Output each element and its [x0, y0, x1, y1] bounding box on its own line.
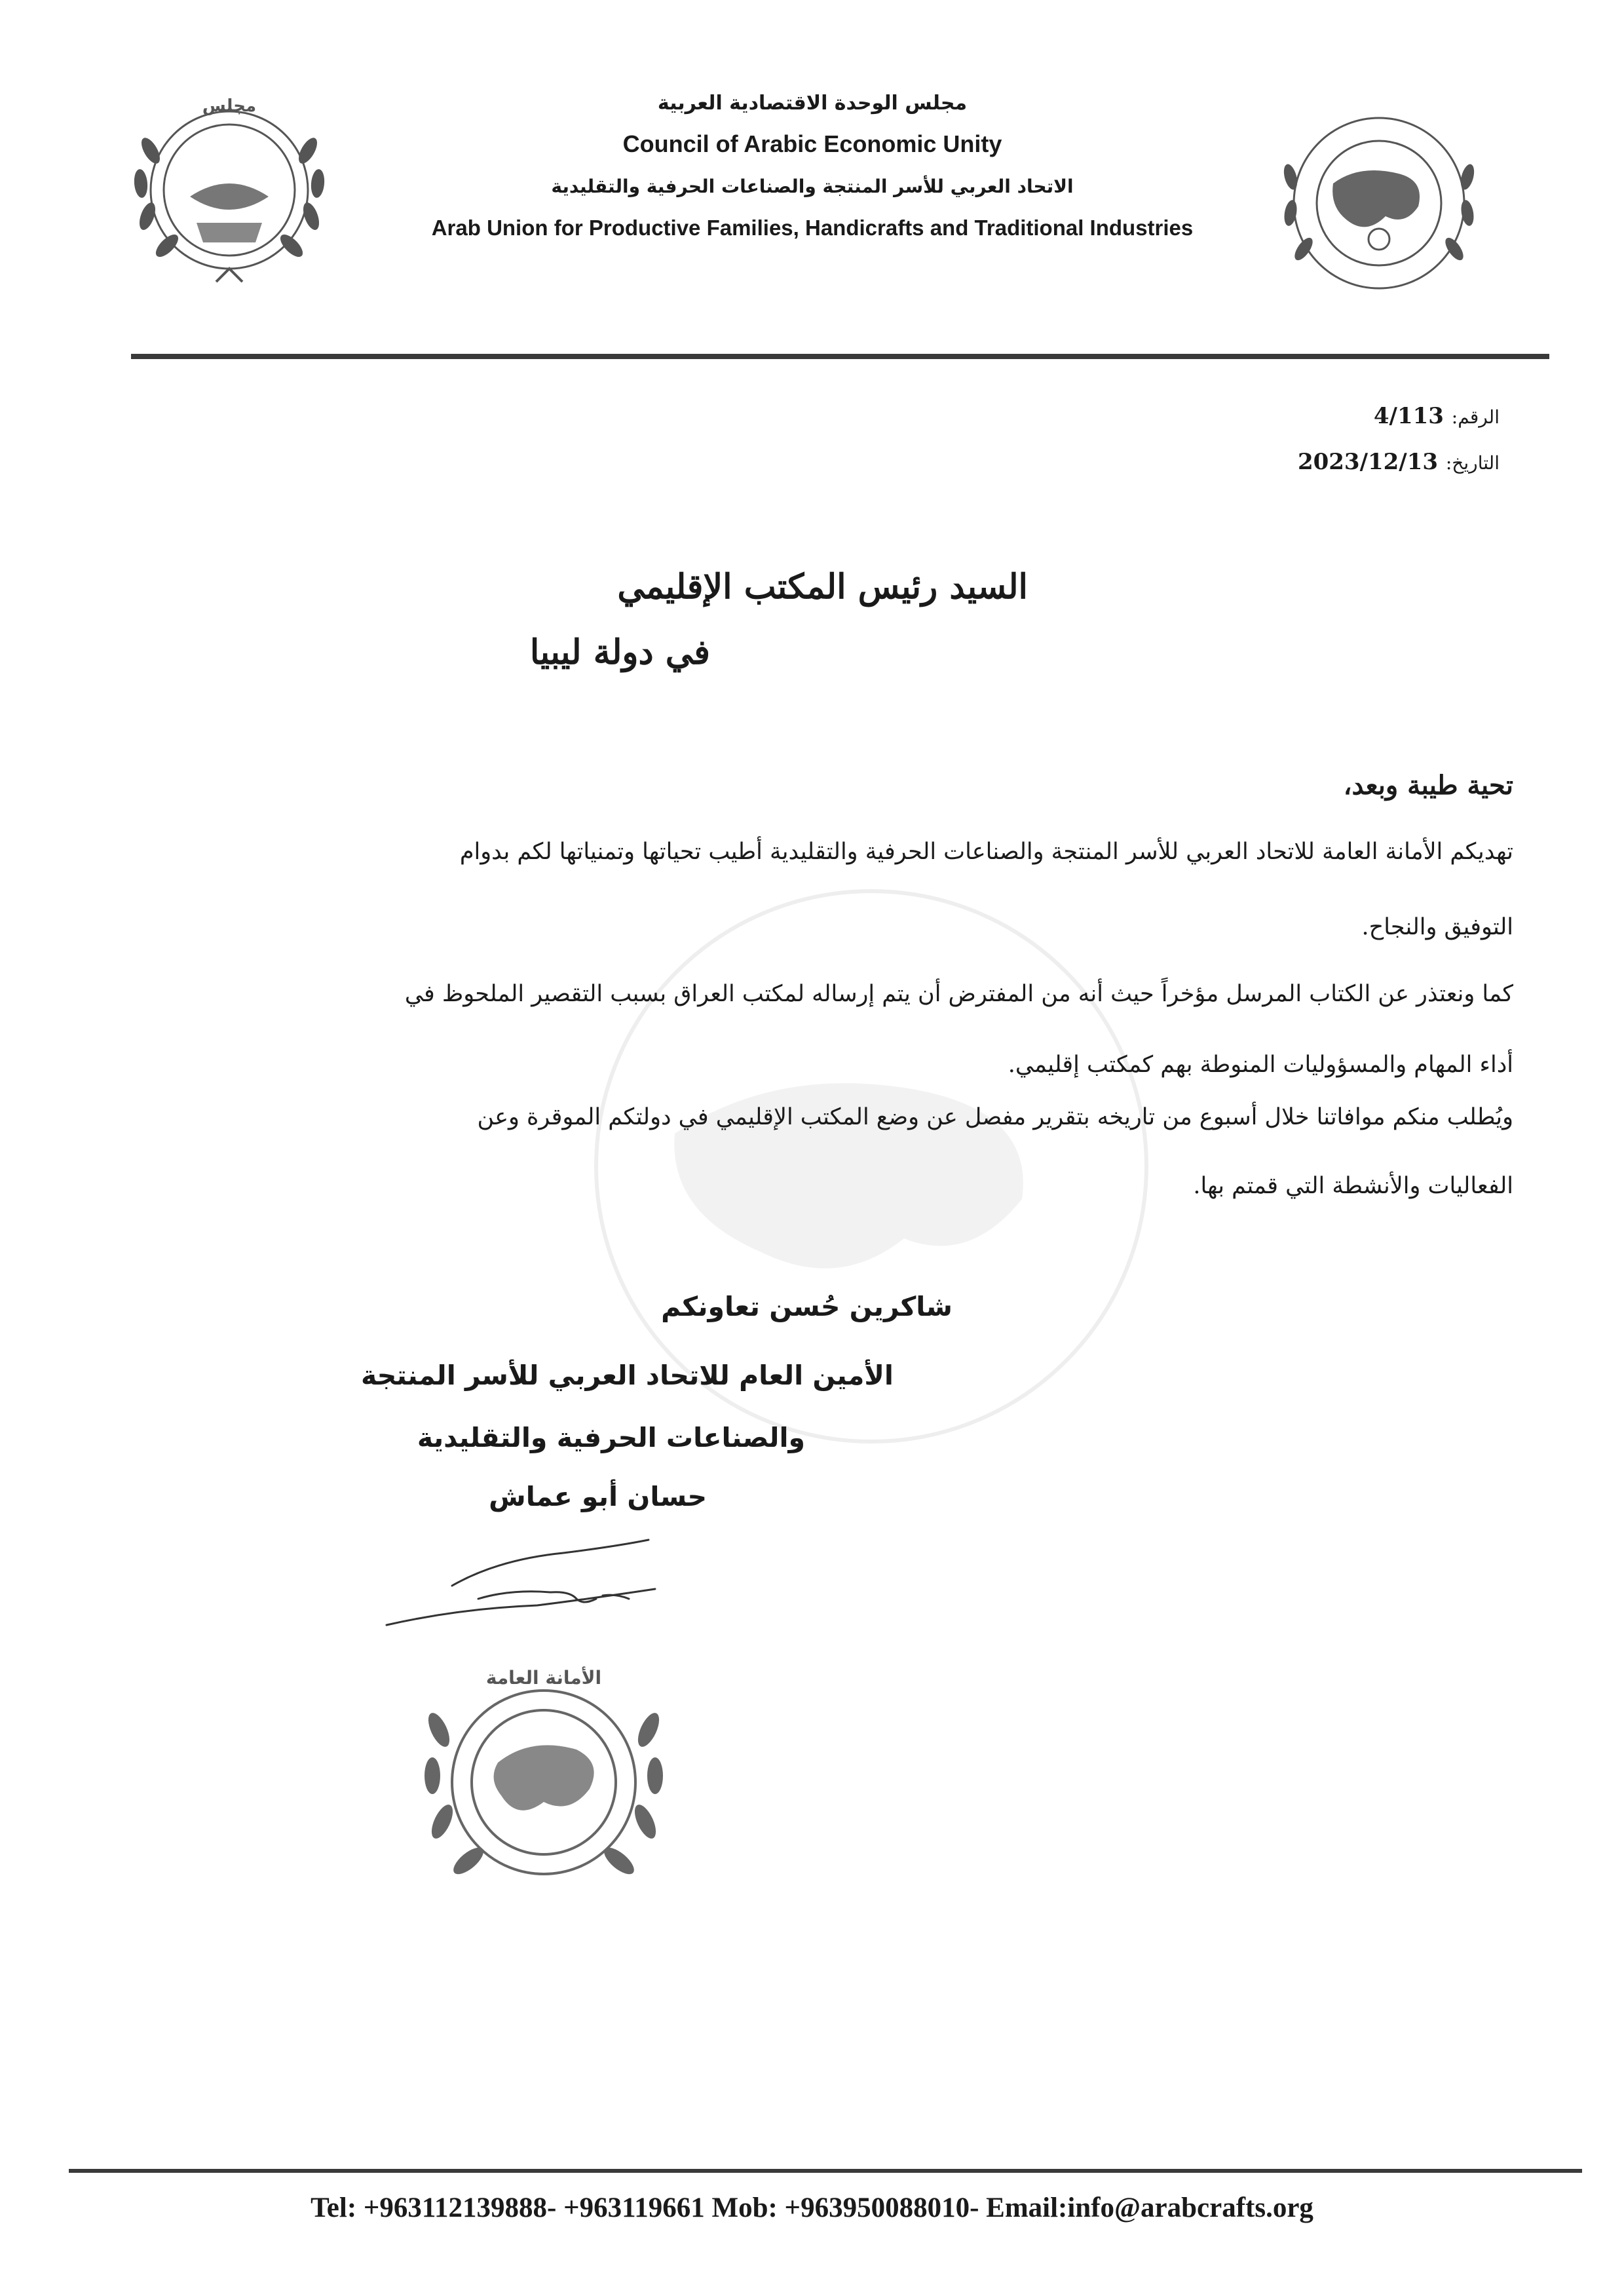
- reference-date: [1298, 449, 1500, 475]
- greeting: تحية طيبة وبعد،: [1343, 770, 1513, 801]
- union-logo-right: [1261, 85, 1497, 321]
- reference-number-label: الرقم:: [1451, 406, 1500, 428]
- closing-thanks: شاكرين حُسن تعاونكم: [661, 1291, 953, 1322]
- official-stamp: [387, 1625, 701, 1940]
- addressee-country: في دولة ليبيا: [529, 632, 710, 672]
- reference-number-value: 4/113: [1373, 403, 1444, 429]
- letter-body: [236, 770, 1513, 1229]
- header-divider: [131, 354, 1549, 359]
- footer-divider: [69, 2169, 1582, 2173]
- union-name-arabic: الاتحاد العربي للأسر المنتجة والصناعات الحرفية والتقليدية: [551, 176, 1074, 197]
- reference-number: [1374, 403, 1500, 429]
- svg-text:مجلس: مجلس: [202, 96, 257, 116]
- footer-contact: Tel: +963112139888- +963119661 Mob: +963950088010- Email:info@arabcrafts.org: [311, 2192, 1313, 2223]
- signatory-title-line-1: الأمين العام للاتحاد العربي للأسر المنتجة: [360, 1360, 894, 1391]
- reference-date-value: 2023/12/13: [1297, 449, 1439, 475]
- stamp-top-text: الأمانة العامة: [485, 1667, 602, 1689]
- union-name-english: Arab Union for Productive Families, Handicrafts and Traditional Industries: [431, 216, 1194, 240]
- paragraph-3-line-2: الفعاليات والأنشطة التي قمتم بها.: [1193, 1173, 1513, 1199]
- council-name-arabic: مجلس الوحدة الاقتصادية العربية: [657, 92, 968, 115]
- addressee-title: السيد رئيس المكتب الإقليمي: [617, 567, 1028, 607]
- handwritten-signature: [380, 1533, 721, 1638]
- paragraph-1-line-2: التوفيق والنجاح.: [1361, 914, 1513, 940]
- signatory-name: حسان أبو عماش: [489, 1481, 707, 1512]
- reference-date-label: التاريخ:: [1445, 452, 1500, 474]
- council-logo-left: [111, 72, 347, 308]
- letterhead: [367, 85, 1258, 249]
- signatory-title-line-2: والصناعات الحرفية والتقليدية: [417, 1422, 805, 1453]
- paragraph-2-line-1: كما ونعتذر عن الكتاب المرسل مؤخراً حيث أنه من المفترض أن يتم إرساله لمكتب العراق بسبب التقصير الملحوظ في: [404, 981, 1513, 1007]
- council-name-english: Council of Arabic Economic Unity: [622, 130, 1002, 157]
- paragraph-2-line-2: أداء المهام والمسؤوليات المنوطة بهم كمكتب إقليمي.: [1008, 1052, 1513, 1078]
- paragraph-3-line-1: ويُطلب منكم موافاتنا خلال أسبوع من تاريخه بتقرير مفصل عن وضع المكتب الإقليمي في دولتكم الموقرة وعن: [477, 1104, 1513, 1130]
- paragraph-1-line-1: تهديكم الأمانة العامة للاتحاد العربي للأسر المنتجة والصناعات الحرفية والتقليدية أطيب تحياتها وتمنياتها لكم بدوام: [459, 839, 1513, 865]
